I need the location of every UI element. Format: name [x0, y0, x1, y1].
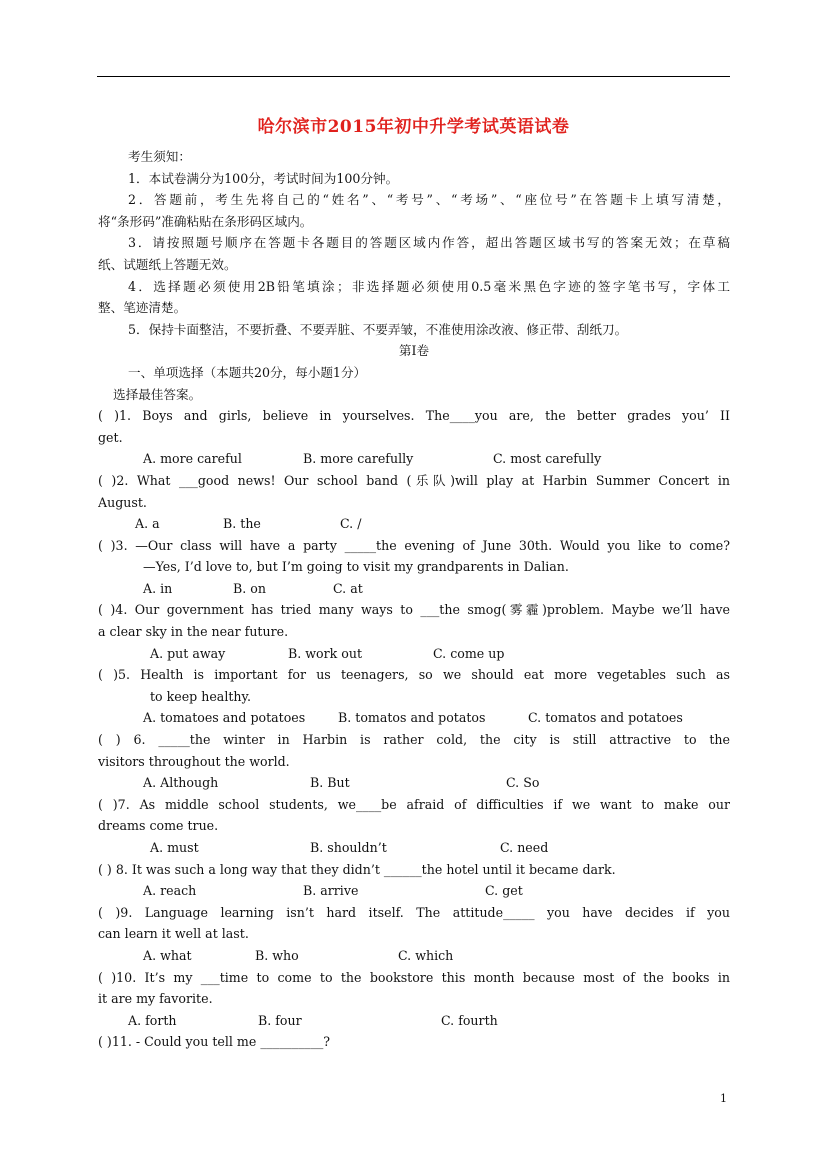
question-stem-continued: it are my favorite. — [98, 991, 213, 1007]
section-heading: 一、单项选择（本题共20分，每小题1分） — [128, 364, 367, 380]
question-stem: ( ) 6. _____the winter in Harbin is rather cold, the city is still attractive to the — [98, 732, 730, 748]
question-stem-continued: dreams come true. — [98, 818, 219, 834]
answer-option-c[interactable]: C. / — [340, 516, 362, 532]
question-stem-continued: get. — [98, 429, 123, 445]
question-stem-continued: can learn it well at last. — [98, 926, 249, 942]
answer-option-a[interactable]: A. in — [143, 580, 173, 596]
question-item — [98, 405, 730, 470]
question-list — [98, 405, 730, 1053]
answer-options — [98, 880, 730, 902]
answer-options — [98, 945, 730, 967]
answer-option-b[interactable]: B. work out — [288, 645, 363, 661]
question-item — [98, 535, 730, 600]
question-stem: ( )9. Language learning isn’t hard itself. The attitude_____ you have decides if you — [98, 904, 730, 920]
notice-item: 1．本试卷满分为100分，考试时间为100分钟。 — [128, 170, 399, 186]
page-number: 1 — [720, 1092, 727, 1105]
answer-options — [98, 513, 730, 535]
answer-option-c[interactable]: C. tomatos and potatoes — [528, 710, 683, 726]
answer-option-c[interactable]: C. come up — [433, 645, 505, 661]
answer-option-c[interactable]: C. which — [398, 947, 454, 963]
notice-item: 将“条形码”准确粘贴在条形码区域内。 — [98, 213, 313, 229]
section-instruction: 选择最佳答案。 — [113, 386, 202, 402]
header-rule — [97, 76, 730, 77]
answer-options — [98, 1010, 730, 1032]
volume-label: 第Ⅰ卷 — [398, 343, 430, 359]
question-item — [98, 1031, 730, 1053]
question-item — [98, 859, 730, 902]
question-item — [98, 794, 730, 859]
answer-option-b[interactable]: B. who — [255, 947, 299, 963]
answer-option-a[interactable]: A. put away — [150, 645, 226, 661]
question-item — [98, 470, 730, 535]
answer-option-b[interactable]: B. four — [258, 1012, 302, 1028]
question-stem-continued: to keep healthy. — [150, 688, 251, 704]
notice-item: 3．请按照题号顺序在答题卡各题目的答题区域内作答，超出答题区域书写的答案无效；在草稿 — [128, 235, 730, 251]
answer-options — [98, 643, 730, 665]
notice-item: 5．保持卡面整洁，不要折叠、不要弄脏、不要弄皱，不准使用涂改液、修正带、刮纸刀。 — [128, 321, 628, 337]
answer-option-b[interactable]: B. shouldn’t — [310, 840, 387, 855]
question-stem: ( )1. Boys and girls, believe in yourselves. The____you are, the better grades you’ II — [98, 408, 730, 424]
answer-options — [98, 772, 730, 794]
answer-option-a[interactable]: A. what — [143, 947, 192, 963]
answer-option-c[interactable]: C. most carefully — [493, 451, 602, 467]
question-stem-continued: visitors throughout the world. — [98, 753, 290, 769]
answer-options — [98, 707, 730, 729]
notice-heading: 考生须知： — [128, 149, 191, 164]
answer-options — [98, 448, 730, 470]
question-stem: ( )2. What ___good news! Our school band (乐队)will play at Harbin Summer Concert in — [98, 472, 730, 488]
question-stem: ( )10. It’s my ___time to come to the bookstore this month because most of the books in — [98, 969, 730, 985]
question-stem: ( )11. - Could you tell me __________? — [98, 1034, 331, 1050]
answer-options — [98, 578, 730, 600]
notice-item: 整、笔迹清楚。 — [98, 300, 187, 316]
answer-option-c[interactable]: C. need — [500, 840, 549, 855]
answer-option-b[interactable]: B. more carefully — [303, 451, 414, 467]
question-item — [98, 967, 730, 1032]
notice-item: 4．选择题必须使用2B铅笔填涂；非选择题必须使用0.5毫米黑色字迹的签字笔书写，字体工 — [128, 278, 730, 294]
question-stem-continued: August. — [98, 494, 147, 510]
answer-option-c[interactable]: C. get — [485, 883, 523, 899]
answer-option-a[interactable]: A. Although — [143, 775, 219, 791]
notice-item: 纸、试题纸上答题无效。 — [98, 256, 237, 272]
answer-option-a[interactable]: A. more careful — [143, 451, 242, 467]
question-stem-continued: a clear sky in the near future. — [98, 624, 289, 640]
question-item — [98, 902, 730, 967]
exam-content — [98, 146, 730, 1053]
question-item — [98, 664, 730, 729]
answer-option-b[interactable]: B. arrive — [303, 883, 359, 899]
question-item — [98, 599, 730, 664]
question-stem: ( )3. —Our class will have a party _____the evening of June 30th. Would you like to come? — [98, 537, 730, 553]
answer-option-b[interactable]: B. the — [223, 516, 261, 532]
answer-option-a[interactable]: A. tomatoes and potatoes — [143, 710, 306, 726]
question-stem: ( ) 8. It was such a long way that they didn’t ______the hotel until it became dark. — [98, 861, 616, 877]
answer-option-b[interactable]: B. on — [233, 580, 266, 596]
answer-option-b[interactable]: B. tomatos and potatos — [338, 710, 486, 726]
exam-title: 哈尔滨市2015年初中升学考试英语试卷 — [257, 117, 570, 137]
answer-option-a[interactable]: A. reach — [143, 883, 197, 899]
question-item — [98, 729, 730, 794]
answer-option-c[interactable]: C. So — [506, 775, 540, 791]
answer-option-b[interactable]: B. But — [310, 775, 350, 791]
answer-option-c[interactable]: C. at — [333, 580, 363, 596]
question-stem-continued: —Yes, I’d love to, but I’m going to visit my grandparents in Dalian. — [143, 559, 569, 575]
answer-option-a[interactable]: A. forth — [128, 1012, 177, 1028]
answer-option-a[interactable]: A. a — [135, 516, 160, 532]
answer-option-a[interactable]: A. must — [150, 840, 199, 855]
notice-item: 2．答题前，考生先将自己的“姓名”、“考号”、“考场”、“座位号”在答题卡上填写清楚， — [128, 192, 730, 208]
question-stem: ( )4. Our government has tried many ways to ___the smog(雾霾)problem. Maybe we’ll have — [98, 602, 730, 618]
answer-option-c[interactable]: C. fourth — [441, 1012, 498, 1028]
question-stem: ( )5. Health is important for us teenagers, so we should eat more vegetables such as — [98, 667, 730, 683]
question-stem: ( )7. As middle school students, we____be afraid of difficulties if we want to make our — [98, 796, 730, 812]
answer-options — [98, 837, 730, 859]
